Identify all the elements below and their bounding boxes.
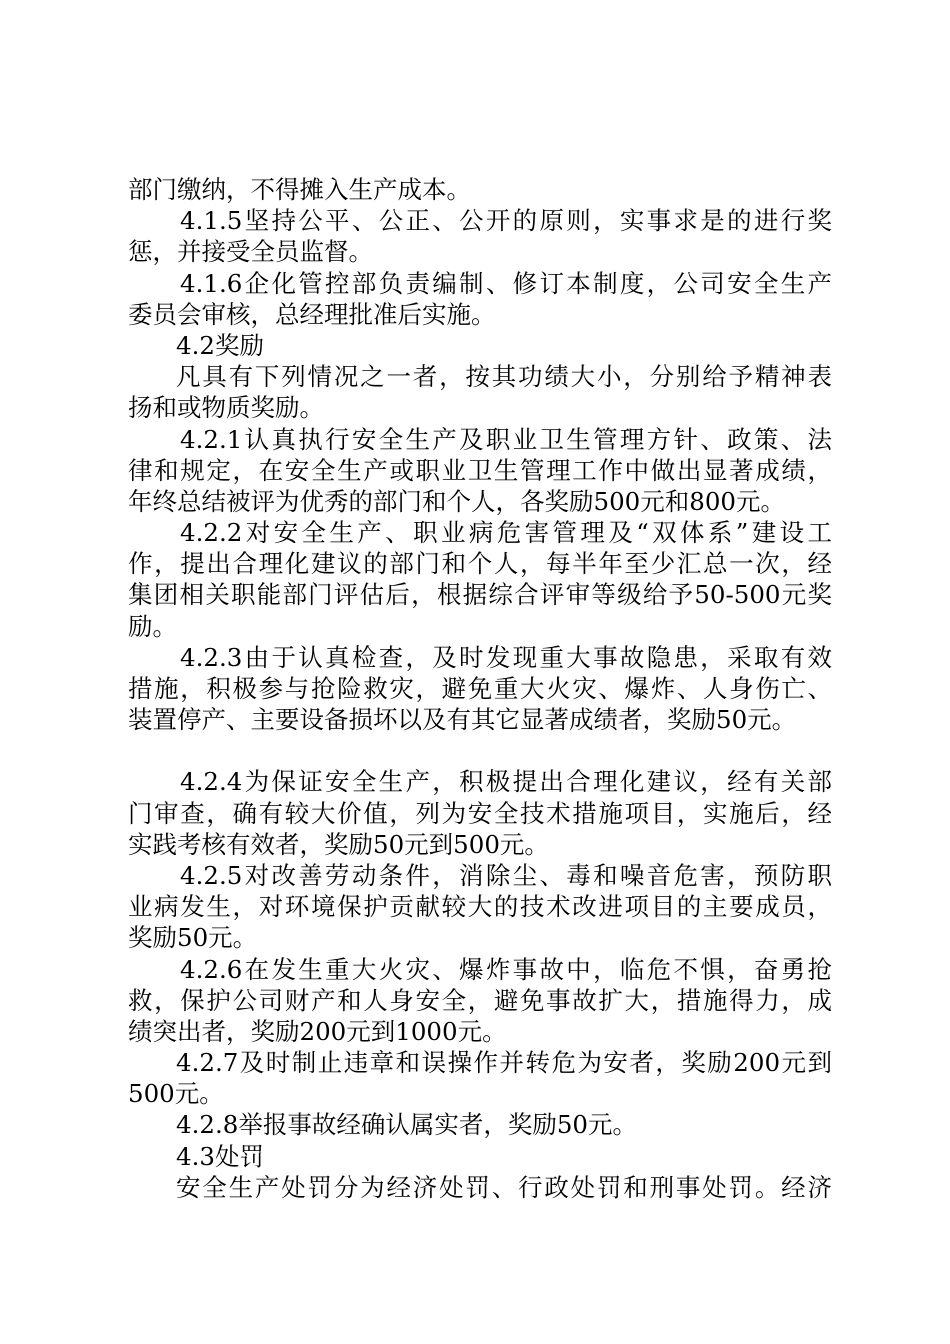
paragraph-line: 实践考核有效者，奖励50元到500元。 <box>128 829 549 859</box>
paragraph-line: 律和规定，在安全生产或职业卫生管理工作中做出显著成绩， <box>128 455 832 485</box>
clause-4-1-6-line: 4.1.6企化管控部负责编制、修订本制度，公司安全生产 <box>180 268 832 298</box>
paragraph-line: 部门缴纳，不得摊入生产成本。 <box>128 175 471 204</box>
paragraph-line: 措施，积极参与抢险救灾，避免重大火灾、爆炸、人身伤亡、 <box>128 674 832 703</box>
paragraph-line: 作，提出合理化建议的部门和个人，每半年至少汇总一次，经 <box>128 549 832 579</box>
paragraph-line: 励。 <box>128 611 177 641</box>
clause-4-2-7-line: 4.2.7及时制止违章和误操作并转危为安者，奖励200元到 <box>176 1048 832 1078</box>
section-heading-4-2: 4.2奖励 <box>176 330 264 360</box>
clause-4-2-6-line: 4.2.6在发生重大火灾、爆炸事故中，临危不惧，奋勇抢 <box>180 954 832 984</box>
paragraph-line: 凡具有下列情况之一者，按其功绩大小，分别给予精神表 <box>176 362 832 392</box>
clause-4-2-5-line: 4.2.5对改善劳动条件，消除尘、毒和噪音危害，预防职 <box>180 860 832 890</box>
clause-4-2-3-line: 4.2.3由于认真检查，及时发现重大事故隐患，采取有效 <box>180 642 832 672</box>
document-page <box>128 174 832 1203</box>
paragraph-line: 救，保护公司财产和人身安全，避免事故扩大，措施得力，成 <box>128 985 832 1015</box>
blank-line <box>128 735 832 766</box>
paragraph-line: 年终总结被评为优秀的部门和个人，各奖励500元和800元。 <box>128 486 786 516</box>
paragraph-line: 惩，并接受全员监督。 <box>128 237 373 267</box>
paragraph-line: 500元。 <box>128 1079 224 1109</box>
clause-4-1-5-line: 4.1.5坚持公平、公正、公开的原则，实事求是的进行奖 <box>180 206 832 236</box>
clause-4-2-4-line: 4.2.4为保证安全生产，积极提出合理化建议，经有关部 <box>180 767 832 797</box>
paragraph-line: 奖励50元。 <box>128 923 258 953</box>
clause-4-2-2-line: 4.2.2对安全生产、职业病危害管理及“双体系”建设工 <box>180 518 832 548</box>
clause-4-2-1-line: 4.2.1认真执行安全生产及职业卫生管理方针、政策、法 <box>180 424 832 454</box>
paragraph-line: 业病发生，对环境保护贡献较大的技术改进项目的主要成员， <box>128 892 832 922</box>
paragraph-line: 绩突出者，奖励200元到1000元。 <box>128 1016 507 1046</box>
paragraph-line: 委员会审核，总经理批准后实施。 <box>128 299 496 329</box>
paragraph-line: 扬和或物质奖励。 <box>128 393 324 423</box>
paragraph-line: 门审查，确有较大价值，列为安全技术措施项目，实施后，经 <box>128 798 832 828</box>
paragraph-line: 集团相关职能部门评估后，根据综合评审等级给予50-500元奖 <box>128 580 832 610</box>
clause-4-2-8-line: 4.2.8举报事故经确认属实者，奖励50元。 <box>176 1110 638 1140</box>
paragraph-line: 装置停产、主要设备损坏以及有其它显著成绩者，奖励50元。 <box>128 705 797 735</box>
paragraph-line: 安全生产处罚分为经济处罚、行政处罚和刑事处罚。经济 <box>176 1172 832 1202</box>
section-heading-4-3: 4.3处罚 <box>176 1141 264 1171</box>
